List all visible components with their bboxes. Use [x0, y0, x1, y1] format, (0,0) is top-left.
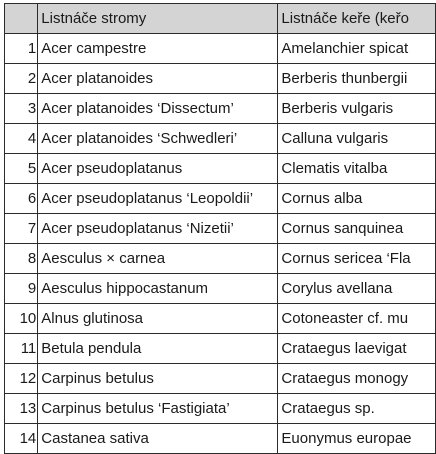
tree-name-cell[interactable]: Castanea sativa — [38, 424, 278, 454]
shrub-name-cell[interactable]: Calluna vulgaris — [278, 124, 436, 154]
row-number-cell[interactable]: 5 — [5, 154, 38, 184]
tree-name-cell[interactable]: Acer pseudoplatanus ‘Nizetii’ — [38, 214, 278, 244]
row-number-cell[interactable]: 4 — [5, 124, 38, 154]
shrub-name-cell[interactable]: Crataegus laevigat — [278, 334, 436, 364]
table-row — [5, 154, 436, 184]
table-row — [5, 214, 436, 244]
tree-name-cell[interactable]: Acer pseudoplatanus ‘Leopoldii’ — [38, 184, 278, 214]
row-number-cell[interactable]: 9 — [5, 274, 38, 304]
tree-name-cell[interactable]: Alnus glutinosa — [38, 304, 278, 334]
row-number-cell[interactable]: 11 — [5, 334, 38, 364]
tree-name-cell[interactable]: Aesculus × carnea — [38, 244, 278, 274]
table-row — [5, 124, 436, 154]
tree-name-cell[interactable]: Acer pseudoplatanus — [38, 154, 278, 184]
shrub-name-cell[interactable]: Crataegus sp. — [278, 394, 436, 424]
row-number-cell[interactable]: 8 — [5, 244, 38, 274]
header-shrubs-cell[interactable]: Listnáče keře (keřo — [278, 4, 436, 34]
tree-name-cell[interactable]: Betula pendula — [38, 334, 278, 364]
table-row — [5, 364, 436, 394]
row-number-cell[interactable]: 14 — [5, 424, 38, 454]
shrub-name-cell[interactable]: Cornus alba — [278, 184, 436, 214]
table-row — [5, 34, 436, 64]
tree-name-cell[interactable]: Carpinus betulus ‘Fastigiata’ — [38, 394, 278, 424]
shrub-name-cell[interactable]: Euonymus europae — [278, 424, 436, 454]
table-row — [5, 64, 436, 94]
species-table — [4, 3, 436, 454]
table-row — [5, 304, 436, 334]
shrub-name-cell[interactable]: Amelanchier spicat — [278, 34, 436, 64]
row-number-cell[interactable]: 6 — [5, 184, 38, 214]
tree-name-cell[interactable]: Carpinus betulus — [38, 364, 278, 394]
header-number-cell[interactable] — [5, 4, 38, 34]
row-number-cell[interactable]: 12 — [5, 364, 38, 394]
row-number-cell[interactable]: 3 — [5, 94, 38, 124]
row-number-cell[interactable]: 10 — [5, 304, 38, 334]
tree-name-cell[interactable]: Acer platanoides — [38, 64, 278, 94]
shrub-name-cell[interactable]: Corylus avellana — [278, 274, 436, 304]
row-number-cell[interactable]: 7 — [5, 214, 38, 244]
tree-name-cell[interactable]: Acer campestre — [38, 34, 278, 64]
shrub-name-cell[interactable]: Berberis vulgaris — [278, 94, 436, 124]
table-row — [5, 394, 436, 424]
row-number-cell[interactable]: 2 — [5, 64, 38, 94]
tree-name-cell[interactable]: Aesculus hippocastanum — [38, 274, 278, 304]
table-header-row — [5, 4, 436, 34]
shrub-name-cell[interactable]: Cornus sanquinea — [278, 214, 436, 244]
shrub-name-cell[interactable]: Crataegus monogy — [278, 364, 436, 394]
header-trees-cell[interactable]: Listnáče stromy — [38, 4, 278, 34]
shrub-name-cell[interactable]: Clematis vitalba — [278, 154, 436, 184]
shrub-name-cell[interactable]: Cotoneaster cf. mu — [278, 304, 436, 334]
table-row — [5, 244, 436, 274]
tree-name-cell[interactable]: Acer platanoides ‘Schwedleri’ — [38, 124, 278, 154]
row-number-cell[interactable]: 1 — [5, 34, 38, 64]
table-row — [5, 424, 436, 454]
shrub-name-cell[interactable]: Berberis thunbergii — [278, 64, 436, 94]
row-number-cell[interactable]: 13 — [5, 394, 38, 424]
shrub-name-cell[interactable]: Cornus sericea ‘Fla — [278, 244, 436, 274]
table-row — [5, 334, 436, 364]
table-row — [5, 274, 436, 304]
table-row — [5, 94, 436, 124]
table-row — [5, 184, 436, 214]
tree-name-cell[interactable]: Acer platanoides ‘Dissectum’ — [38, 94, 278, 124]
